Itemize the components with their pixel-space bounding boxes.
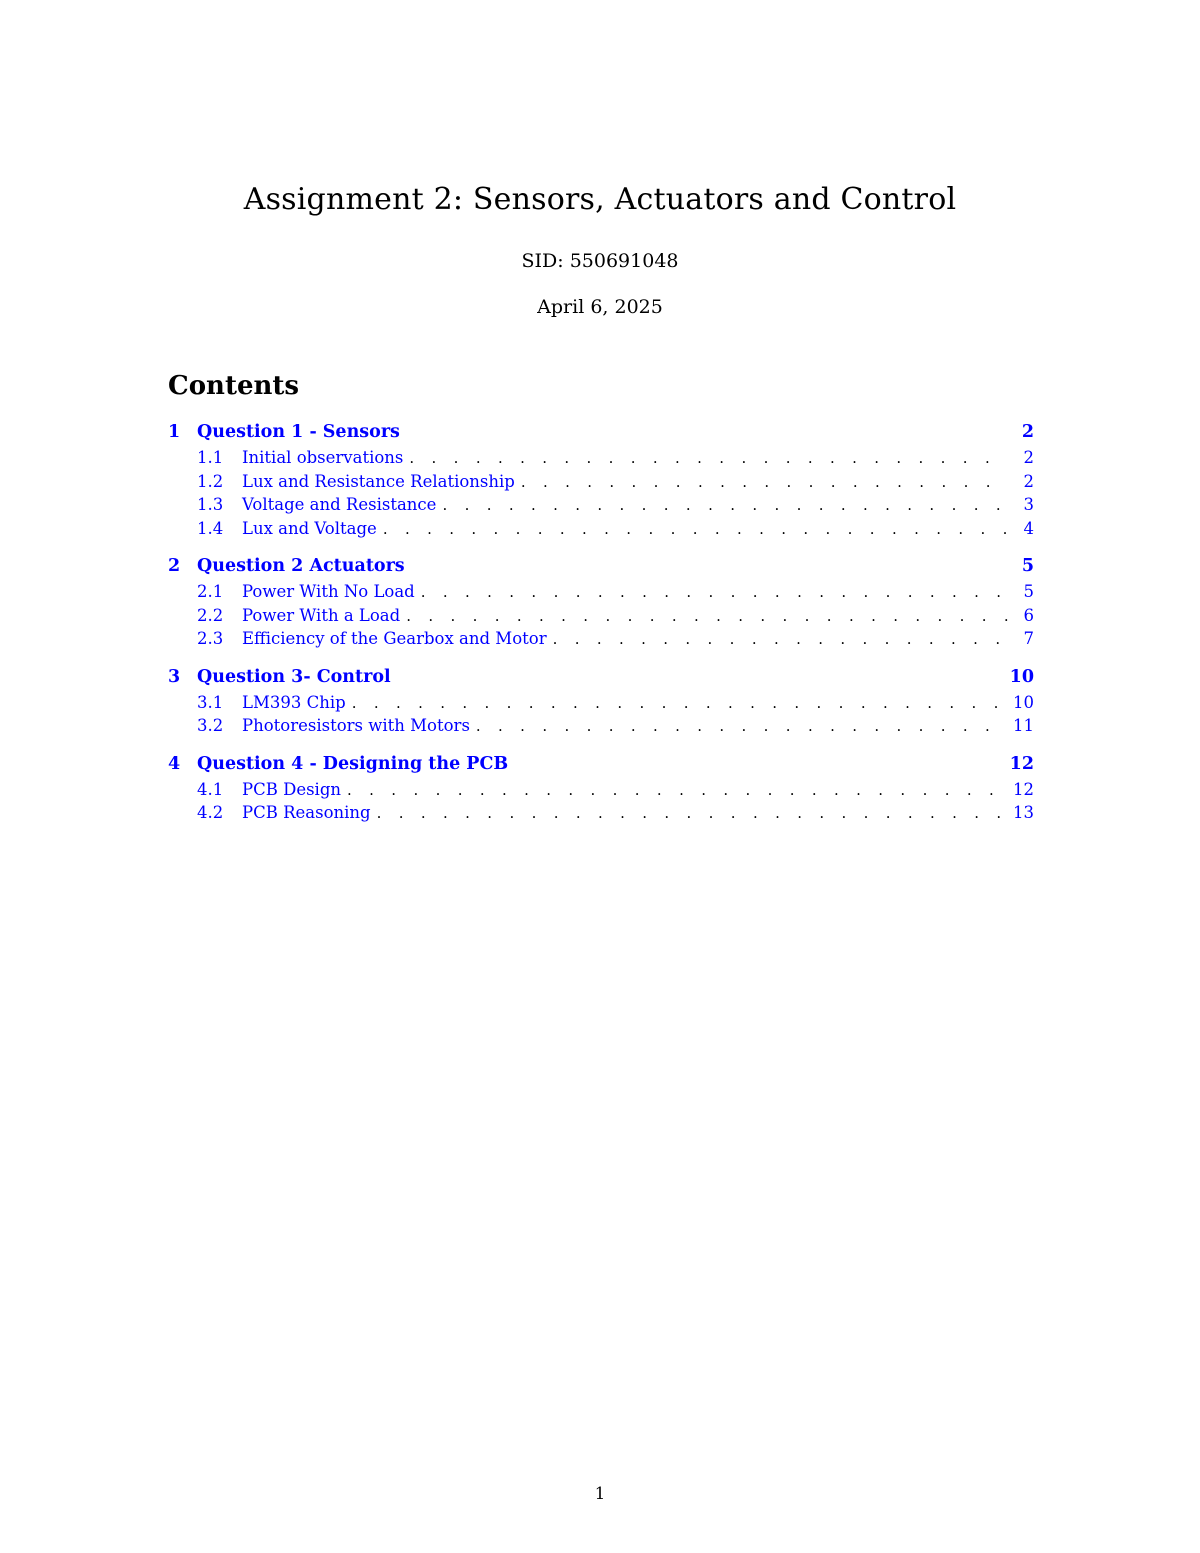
toc-subsection-number: 2.1 [197,582,224,601]
toc-section-number: 2 [168,556,181,576]
toc-subentry[interactable] [168,519,1034,543]
toc-subsection-title: PCB Design [242,779,342,799]
toc-subsection-title: PCB Reasoning [242,803,371,822]
dot-leader [383,520,1008,538]
toc-subentry[interactable] [168,448,1034,472]
toc-subentry[interactable] [168,780,1034,804]
toc-subentry[interactable] [168,472,1034,496]
toc-page-number: 4 [1023,518,1034,538]
toc-subentry[interactable] [168,716,1034,740]
document-date: April 6, 2025 [537,296,663,318]
toc-subsection-title: Lux and Voltage [242,518,377,538]
toc-page-number: 5 [1021,556,1034,576]
toc-subsection-title: Voltage and Resistance [242,495,437,514]
toc-page-number: 2 [1023,448,1034,467]
toc-subentry[interactable] [168,693,1034,717]
dot-leader [409,449,1008,467]
toc-page-number: 11 [1013,716,1034,735]
toc-subsection-number: 3.1 [197,692,224,712]
toc-subsection-title: Photoresistors with Motors [242,716,470,735]
toc-section-number: 3 [168,666,181,687]
table-of-contents [168,422,1034,841]
toc-section-number: 1 [168,422,181,442]
toc-subsection-title: Lux and Resistance Relationship [242,471,515,491]
toc-page-number: 12 [1013,779,1034,799]
toc-section-title: Question 1 - Sensors [197,422,400,442]
toc-subsection-title: Power With No Load [242,582,415,601]
toc-subsection-number: 1.4 [197,518,224,538]
toc-subsection-number: 2.3 [197,629,224,648]
toc-section-title: Question 2 Actuators [197,556,405,576]
toc-section-3 [168,667,1034,740]
toc-subentry[interactable] [168,629,1034,653]
dot-leader [442,496,1008,514]
toc-subsection-title: Initial observations [242,448,404,467]
toc-page-number: 2 [1021,422,1034,442]
toc-section-number: 4 [168,753,181,774]
dot-leader [553,630,1008,648]
toc-page-number: 7 [1023,629,1034,648]
toc-subsection-title: LM393 Chip [242,692,346,712]
toc-page-number: 5 [1023,582,1034,601]
toc-page-number: 10 [1013,692,1034,712]
toc-section-4 [168,754,1034,827]
student-id: SID: 550691048 [521,250,679,272]
toc-subsection-number: 1.3 [197,495,224,514]
toc-subsection-number: 2.2 [197,605,224,625]
toc-subentry[interactable] [168,582,1034,606]
toc-subsection-number: 1.1 [197,448,224,467]
toc-page-number: 13 [1013,803,1034,822]
dot-leader [352,694,1007,712]
toc-section-1 [168,422,1034,542]
toc-page-number: 12 [1009,753,1034,774]
toc-subentry[interactable] [168,803,1034,827]
toc-subentry[interactable] [168,606,1034,630]
contents-heading: Contents [168,371,300,401]
document-title: Assignment 2: Sensors, Actuators and Control [243,182,957,217]
toc-subsection-title: Efficiency of the Gearbox and Motor [242,629,547,648]
toc-subsection-number: 1.2 [197,471,224,491]
page-number: 1 [594,1484,606,1503]
dot-leader [421,583,1008,601]
toc-entry[interactable] [168,754,1034,780]
dot-leader [406,607,1008,625]
toc-subsection-number: 4.1 [197,779,224,799]
dot-leader [347,781,1007,799]
toc-page-number: 3 [1023,495,1034,514]
toc-section-2 [168,556,1034,653]
toc-page-number: 2 [1023,471,1034,491]
toc-page-number: 6 [1023,605,1034,625]
toc-subentry[interactable] [168,495,1034,519]
dot-leader [521,473,1008,491]
dot-leader [476,717,1007,735]
toc-subsection-title: Power With a Load [242,605,401,625]
toc-section-title: Question 3- Control [197,666,391,687]
toc-entry[interactable] [168,667,1034,693]
toc-entry[interactable] [168,422,1034,448]
toc-page-number: 10 [1009,666,1034,687]
dot-leader [377,804,1007,822]
toc-entry[interactable] [168,556,1034,582]
toc-section-title: Question 4 - Designing the PCB [197,753,509,774]
toc-subsection-number: 3.2 [197,716,224,735]
toc-subsection-number: 4.2 [197,803,224,822]
